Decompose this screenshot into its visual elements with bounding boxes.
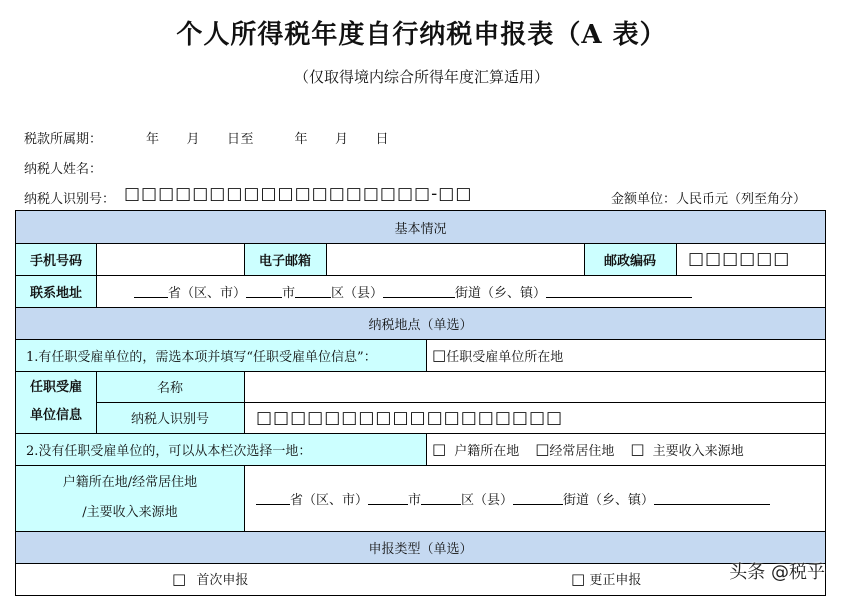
addr-city-blank[interactable]: [246, 285, 282, 298]
email-label-cell: [244, 243, 326, 275]
grid-line: [244, 243, 245, 275]
address-input-cell[interactable]: [96, 275, 825, 307]
residence-label-cell: [16, 465, 244, 531]
first-filing-label: 首次申报: [196, 573, 249, 588]
filing-section-header: [16, 531, 825, 563]
grid-line: [15, 275, 826, 276]
household-choice: 户籍所在地: [454, 443, 520, 459]
res-city-blank[interactable]: [368, 492, 408, 505]
form-subtitle: （仅取得境内综合所得年度汇算适用）: [293, 68, 549, 86]
option1-choice-cell[interactable]: [426, 339, 825, 371]
basic-section-title: 基本情况: [394, 221, 447, 237]
res-street-blank[interactable]: [513, 492, 563, 505]
grid-line: [15, 243, 826, 244]
household-checkbox[interactable]: □: [432, 440, 447, 458]
grid-line: [244, 371, 245, 433]
grid-line: [584, 243, 585, 275]
employer-name-input[interactable]: [244, 371, 825, 402]
phone-input-cell[interactable]: [96, 243, 244, 275]
grid-line: [96, 243, 97, 307]
phone-label: 手机号码: [29, 253, 82, 269]
postal-label: 邮政编码: [603, 253, 656, 269]
option2-cell: [16, 433, 426, 465]
option2-text: 2.没有任职受雇单位的，可以从本栏次选择一地：: [26, 443, 312, 459]
period-label: 税款所属期：: [24, 132, 103, 147]
option2-choices-cell: [426, 433, 825, 465]
grid-line: [326, 243, 327, 275]
grid-line: [15, 563, 826, 564]
employer-location-choice: 任职受雇单位所在地: [446, 349, 564, 365]
res-street-label: 街道（乡、镇）: [563, 492, 655, 508]
addr-province-label: 省（区、市）: [168, 285, 247, 301]
address-label-cell: [16, 275, 96, 307]
filing-section-title: 申报类型（单选）: [368, 541, 473, 557]
residence-checkbox[interactable]: □: [535, 440, 550, 458]
grid-line: [15, 531, 826, 532]
postal-label-cell: [584, 243, 676, 275]
res-province-blank[interactable]: [256, 492, 290, 505]
residence-label-line2: /主要收入来源地: [82, 505, 178, 520]
employer-id-input-cell[interactable]: [244, 402, 825, 433]
filing-type-row: [16, 563, 825, 595]
employer-id-label: 纳税人识别号: [130, 412, 209, 427]
period-value[interactable]: 年 月 日至 年 月 日: [146, 132, 390, 147]
amount-unit-note: 金额单位：人民币元（列至角分）: [611, 192, 807, 207]
grid-line: [15, 339, 826, 340]
residence-label-line1: 户籍所在地/经常居住地: [62, 475, 198, 490]
form-title: 个人所得税年度自行纳税申报表（A 表）: [176, 20, 667, 50]
grid-line: [96, 371, 97, 433]
option1-text: 1.有任职受雇单位的，需选本项并填写“任职受雇单位信息”：: [26, 349, 377, 365]
employer-name-label-cell: [96, 371, 244, 402]
residence-address-cell[interactable]: [244, 465, 825, 531]
taxpayer-name-label: 纳税人姓名：: [24, 162, 103, 177]
addr-street-label: 街道（乡、镇）: [455, 285, 547, 301]
table-border-right: [825, 210, 826, 596]
phone-label-cell: [16, 243, 96, 275]
table-border-left: [15, 210, 16, 596]
res-city-label: 市: [408, 492, 422, 508]
taxpayer-id-boxes[interactable]: □□□□□□□□□□□□□□□□□□-□□: [124, 184, 473, 204]
grid-line: [15, 371, 826, 372]
res-county-label: 区（县）: [461, 492, 514, 508]
grid-line: [96, 402, 826, 403]
addr-city-label: 市: [282, 285, 296, 301]
location-section-title: 纳税地点（单选）: [368, 317, 473, 333]
employer-info-label-line1: 任职受雇: [29, 380, 82, 395]
grid-line: [426, 433, 427, 465]
residence-choice: 经常居住地: [549, 443, 615, 459]
addr-province-blank[interactable]: [134, 285, 168, 298]
email-input-cell[interactable]: [326, 243, 584, 275]
grid-line: [676, 243, 677, 275]
option1-cell: [16, 339, 426, 371]
taxpayer-id-label: 纳税人识别号：: [24, 192, 116, 207]
employer-info-label-line2: 单位信息: [29, 408, 82, 423]
employer-location-checkbox[interactable]: □: [432, 346, 447, 364]
grid-line: [15, 433, 826, 434]
employer-name-label: 名称: [156, 381, 183, 396]
watermark: 头条 @税乎: [729, 562, 825, 583]
res-county-blank[interactable]: [421, 492, 461, 505]
addr-detail-blank[interactable]: [546, 285, 692, 298]
addr-county-blank[interactable]: [295, 285, 331, 298]
grid-line: [15, 307, 826, 308]
first-filing-checkbox[interactable]: □: [172, 570, 187, 588]
correction-filing-checkbox[interactable]: □: [571, 570, 586, 588]
postal-code-boxes[interactable]: □□□□□□: [688, 249, 791, 269]
correction-filing-option[interactable]: [571, 569, 641, 588]
location-section-header: [16, 307, 825, 339]
first-filing-option[interactable]: [172, 569, 248, 588]
employer-info-label-cell: [16, 371, 96, 433]
table-border-top: [15, 210, 826, 211]
income-source-choice: 主要收入来源地: [652, 443, 744, 459]
employer-id-label-cell: [96, 402, 244, 433]
email-label: 电子邮箱: [258, 253, 311, 269]
basic-section-header: [16, 211, 825, 243]
addr-county-label: 区（县）: [331, 285, 384, 301]
grid-line: [244, 465, 245, 531]
res-detail-blank[interactable]: [654, 492, 770, 505]
employer-id-boxes[interactable]: □□□□□□□□□□□□□□□□□□: [256, 407, 564, 428]
addr-street-blank[interactable]: [383, 285, 455, 298]
correction-filing-label: 更正申报: [589, 573, 642, 588]
postal-input-cell[interactable]: [676, 243, 825, 275]
res-province-label: 省（区、市）: [290, 492, 369, 508]
grid-line: [15, 595, 826, 596]
grid-line: [15, 465, 826, 466]
grid-line: [426, 339, 427, 371]
income-source-checkbox[interactable]: □: [630, 440, 645, 458]
address-label: 联系地址: [29, 285, 82, 301]
